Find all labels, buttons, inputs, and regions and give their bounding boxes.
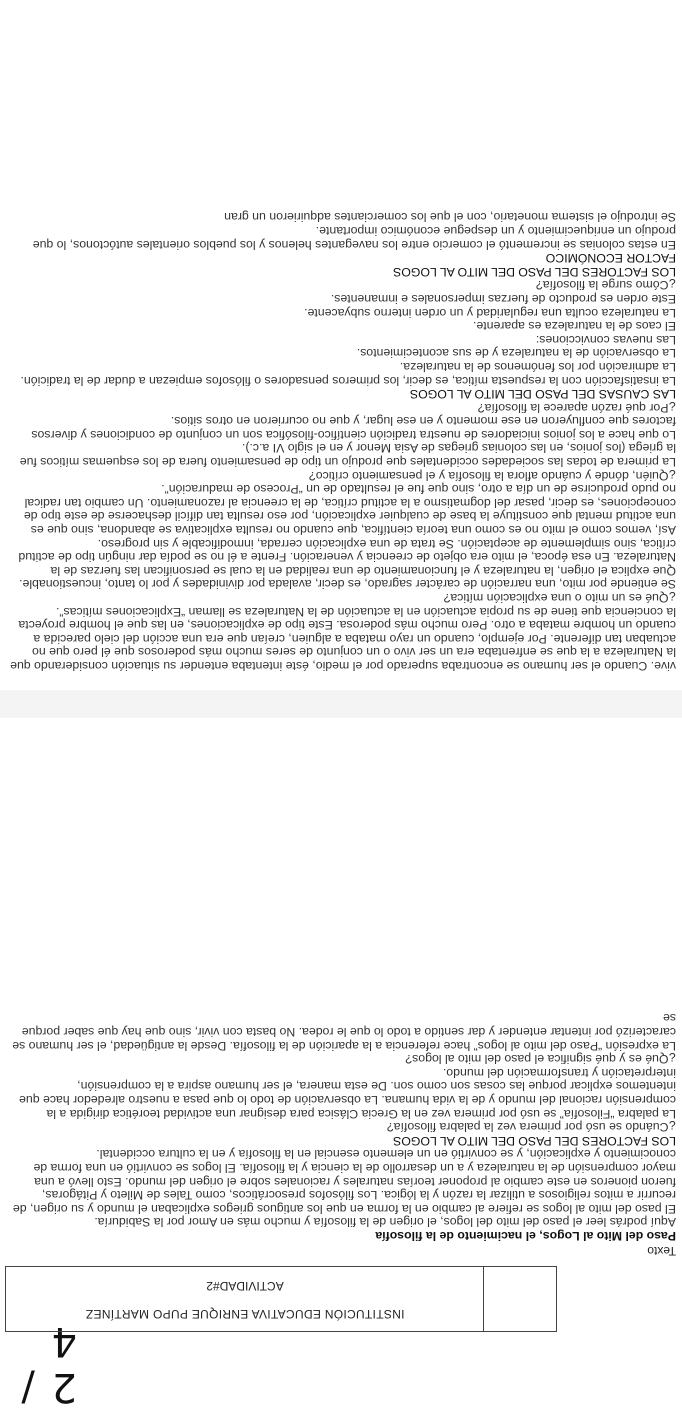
question: ¿Cuándo se usó por primera vez la palabra filosofía?	[386, 1120, 676, 1135]
header-logo-cell	[483, 1267, 556, 1331]
activity-title: ACTIVIDAD#2	[206, 1279, 284, 1293]
question: ¿Cómo surge la filosofía?	[535, 278, 676, 293]
text-label: Texto	[647, 1244, 676, 1258]
paragraph: La admiración por los fenómenos de la naturaleza.	[399, 359, 676, 374]
paragraph: Se entiende por mito, una narración de carácter sagrado, es decir, avalada por divinidades y por lo tanto, incuestionable. Que explica el origen, la naturaleza y el funcionamiento de una realidad en la cual se personifican las fuerzas de la Naturaleza. En esa época, el mito era objeto de creencia y veneración. Frente a él no se podía dar ningún tipo de actitud crítica, sino simplemente de aceptación. Se trata de una explicación cerrada, inmodificable y sin progreso.	[18, 536, 676, 592]
paragraph: Este orden es producto de fuerzas impersonales e inmanentes.	[330, 291, 676, 306]
page-number: 2 / 4	[19, 1318, 77, 1410]
paragraph: La palabra “Filosofía” se usó por primera vez en la Grecia Clásica para designar una actividad teorética dirigida a la comprensión racional del mundo y de la vida humana. La observación de todo lo que pasa a nuestro alrededor hace que intentemos explicar porque las cosas son como son. De esta manera, el ser humano aspira a la comprensión, interpretación y transformación del mundo.	[19, 1065, 676, 1121]
question: ¿Quién, dónde y cuándo aflora la filosofía y el pensamiento crítico?	[308, 468, 676, 483]
question: ¿Qué es y qué significa el paso del mito al logos?	[405, 1052, 676, 1067]
subheading: LAS CAUSAS DEL PASO DEL MITO AL LOGOS	[409, 387, 676, 402]
paragraph: La insatisfacción con la respuesta mítica, es decir, los primeros pensadores o filósofos empiezan a dudar de la tradición.	[20, 373, 676, 388]
paragraph: La naturaleza oculta una regularidad y un orden interno subyacente.	[304, 305, 676, 320]
section-continuation	[8, 210, 676, 672]
section-title: Paso del Mito al Logos, el nacimiento de la filosofía	[375, 1229, 676, 1243]
subheading: FACTOR ECONÓMICO	[545, 251, 676, 266]
paragraph: Se introdujo el sistema monetario, con el que los comerciantes adquirieron un gran	[224, 210, 676, 225]
paragraph: vive. Cuando el ser humano se encontraba superado por el medio, éste intentaba entender su situación considerando que la Naturaleza a la que se enfrentaba era un ser vivo o un conjunto de seres mucho más poderosos que él pero que no actuaban tan diferente. Por ejemplo, cuando un rayo mataba a alguien, creían que era una acción del cielo parecida a cuando un hombre mataba a otro. Pero mucho más poderosa. Este tipo de explicaciones, en las que el hombre proyecta la conciencia que tiene de su propia actuación en la actuación de la Naturaleza se llaman “Explicaciones míticas”.	[10, 604, 676, 673]
section-paso-del-mito	[8, 1011, 676, 1242]
paragraph: La expresión “Paso del mito al logos” hace referencia a la aparición de la filosofía. Desde la antigüedad, el ser humano se caracterizó por intentar entender y dar sentido a todo lo que le rodea. No basta con vivir, sino que hay que saber porque se	[12, 1011, 676, 1053]
paragraph: La primera de todas las sociedades occidentales que produjo un tipo de pensamiento fuera de los esquemas míticos fue la griega (los jonios, en las colonias griegas de Asia Menor y en el siglo VI a.c.).	[19, 441, 676, 470]
paragraph: El paso del mito al logos se refiere al cambio en la forma en que los antiguos griegos explicaban el mundo y su origen, de recurrir a mitos religiosos a utilizar la razón y la lógica. Los filósofos presocráticos, como Tales de Mileto y Pitágoras, fueron pioneros en este cambio al proponer teorías naturales y racionales sobre el origen del mundo. Esto llevó a una mayor comprensión de la naturaleza y a un desarrollo de la ciencia y la filosofía. El logos se convirtió en una forma de conocimiento y explicación, y se convirtió en un elemento esencial en la filosofía y en la cultura occidental.	[12, 1147, 676, 1216]
paragraph: Las nuevas convicciones:	[535, 332, 676, 347]
paragraph: Así, vemos como el mito no es como una teoría científica, que cuando no resulta explicativa se abandona, sino que es una actitud mental que constituye la base de cualquier explicación, por eso resulta tan difícil deshacerse de este tipo de concepciones, es decir, pasar del dogmatismo a la actitud crítica, de la creencia al razonamiento. Un cambio tan radical no pudo producirse de un día a otro, sino que fue el resultado de un “Proceso de maduración”.	[23, 482, 676, 538]
institution-name: INSTITUCIÓN EDUCATIVA ENRIQUE PUPO MARTÍNEZ	[85, 1307, 405, 1321]
paragraph: En estas colonias se incrementó el comercio entre los navegantes helenos y los pueblos orientales autóctonos, lo que produjo un enriquecimiento y un despegue económico importante.	[32, 224, 676, 252]
question: ¿Qué es un mito o una explicación mítica?	[443, 591, 676, 606]
paragraph: Lo que hace a los jonios iniciadores de nuestra tradición científico-filosófica son un conjunto de condiciones y diversos factores que confluyeron en ese momento y en ese lugar, y que no ocurrieron en otros sitios.	[31, 414, 676, 442]
header-table	[5, 1266, 557, 1332]
page-break	[0, 690, 682, 718]
paragraph: La observación de la naturaleza y de sus acontecimientos.	[356, 346, 676, 361]
paragraph: El caos de la naturaleza es aparente.	[472, 319, 676, 334]
paragraph: Aquí podrás leer el paso del mito del logos, el origen de la filosofía y mucho más en Amor por la Sabiduría.	[94, 1215, 676, 1230]
subheading: LOS FACTORES DEL PASO DEL MITO AL LOGOS	[393, 1133, 676, 1148]
subheading: LOS FACTORES DEL PASO DEL MITO AL LOGOS	[393, 264, 676, 279]
question: ¿Por qué razón aparece la filosofía?	[477, 400, 676, 415]
